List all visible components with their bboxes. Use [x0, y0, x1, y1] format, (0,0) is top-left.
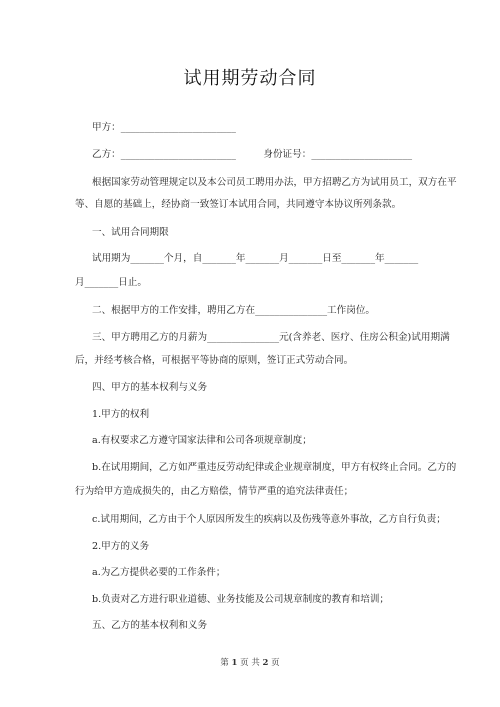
party-b-line: 乙方：________________________ 身份证号：_____________________	[92, 149, 413, 160]
right-b-line-2: 行为给甲方造成损失的，由乙方赔偿，情节严重的追究法律责任；	[75, 486, 354, 497]
page-footer	[0, 656, 500, 668]
party-a-line: 甲方：________________________	[92, 122, 236, 133]
trial-period-line-1: 试用期为_______个月，自_______年_______月_______日至_______年_______	[92, 253, 419, 264]
footer-middle: 页 共	[240, 658, 260, 668]
duty-b-line: b.负责对乙方进行职业道德、业务技能及公司规章制度的教育和培训；	[92, 594, 390, 605]
duty-a-line: a.为乙方提供必要的工作条件；	[92, 567, 226, 578]
footer-total-pages: 2	[262, 658, 269, 668]
section-heading-1: 一、试用合同期限	[92, 227, 169, 238]
right-c-line: c.试用期间，乙方由于个人原因所发生的疾病以及伤残等意外事故，乙方自行负责；	[92, 514, 446, 525]
footer-suffix: 页	[271, 658, 280, 668]
footer-prefix: 第	[220, 658, 229, 668]
preamble-line-2: 等、自愿的基础上，经协商一致签订本试用合同，共同遵守本协议所列条款。	[75, 199, 402, 210]
clause-3-line-2: 后，并经考核合格，可根据平等协商的原则，签订正式劳动合同。	[75, 355, 354, 366]
page-title: 试用期劳动合同	[183, 68, 317, 89]
footer-page-number: 1	[231, 658, 238, 668]
clause-3-line-1: 三、甲方聘用乙方的月薪为_______________元(含养老、医疗、住房公积金)试用期满	[92, 332, 450, 343]
subsection-duties: 2.甲方的义务	[92, 541, 150, 552]
trial-period-line-2: 月_______日止。	[75, 277, 147, 288]
clause-2-line: 二、根据甲方的工作安排，聘用乙方在_______________工作岗位。	[92, 305, 376, 316]
right-b-line-1: b.在试用期间，乙方如严重违反劳动纪律或企业规章制度，甲方有权终止合同。乙方的	[92, 462, 457, 473]
right-a-line: a.有权要求乙方遵守国家法律和公司各项规章制度；	[92, 435, 312, 446]
preamble-line-1: 根据国家劳动管理规定以及本公司员工聘用办法，甲方招聘乙方为试用员工，双方在平	[92, 177, 457, 188]
subsection-rights: 1.甲方的权利	[92, 409, 150, 420]
section-heading-5: 五、乙方的基本权利和义务	[92, 620, 208, 631]
section-heading-4: 四、甲方的基本权利与义务	[92, 382, 208, 393]
